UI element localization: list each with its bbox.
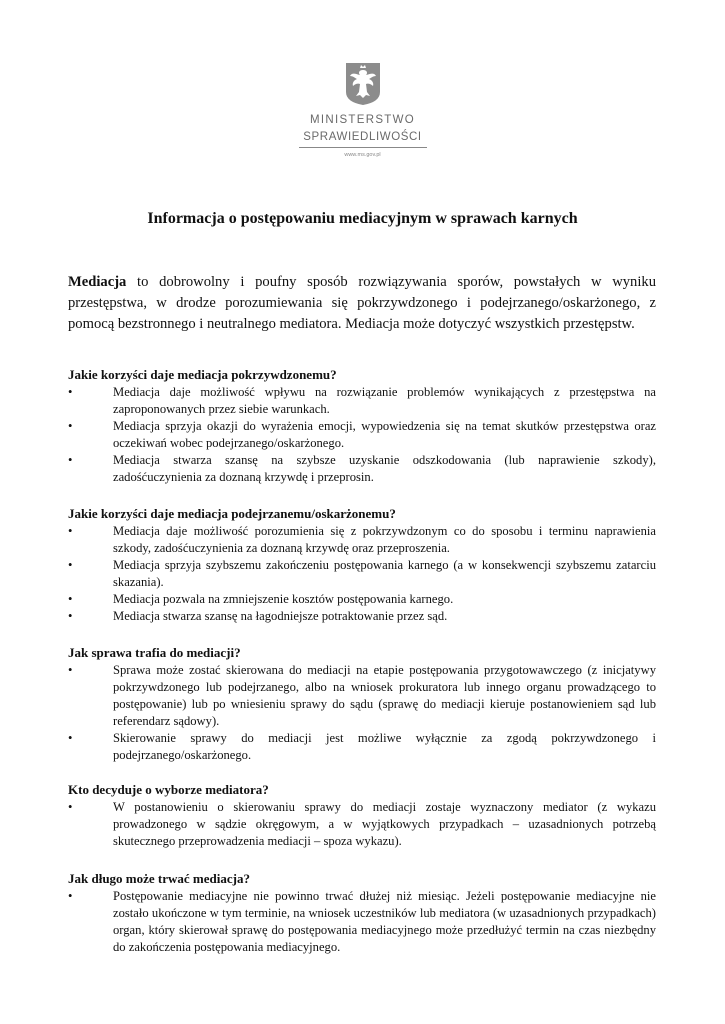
ministry-url: www.ms.gov.pl [344,152,381,158]
bullet-list [68,523,656,625]
bullet-icon: • [68,889,73,903]
ministry-name-line2: SPRAWIEDLIWOŚCI [303,131,422,143]
bullet-icon: • [68,663,73,677]
intro-text: to dobrowolny i poufny sposób rozwiązywania sporów, powstałych w wyniku przestępstwa, w drodze porozumiewania się pokrzywdzonego i podejrzanego/oskarżonego, z pomocą bezstronnego i neutralnego mediatora. Mediacja może dotyczyć wszystkich przestępstw. [68,274,656,332]
list-item-text: Mediacja daje możliwość wpływu na rozwiązanie problemów wynikających z przestępstwa na zaproponowanych przez siebie warunkach. [113,385,656,416]
list-item [68,662,656,730]
bullet-icon: • [68,419,73,433]
section-heading: Kto decyduje o wyborze mediatora? [68,782,269,797]
list-item [68,888,656,956]
section-heading: Jak sprawa trafia do mediacji? [68,645,241,660]
list-item [68,557,656,591]
list-item [68,452,656,486]
section-heading: Jakie korzyści daje mediacja pokrzywdzonemu? [68,367,337,382]
faq-section [68,505,656,625]
bullet-icon: • [68,558,73,572]
list-item-text: W postanowieniu o skierowaniu sprawy do mediacji zostaje wyznaczony mediator (z wykazu prowadzonego w sądzie okręgowym, a w wyjątkowych przypadkach – uzasadnionych potrzebą skutecznego przeprowadzenia mediacji – spoza wykazu). [113,800,656,848]
list-item [68,523,656,557]
list-item [68,418,656,452]
document-title: Informacja o postępowaniu mediacyjnym w sprawach karnych [147,210,578,227]
bullet-list [68,384,656,486]
list-item-text: Mediacja pozwala na zmniejszenie kosztów postępowania karnego. [113,592,454,606]
logo-divider [299,147,427,148]
list-item-text: Postępowanie mediacyjne nie powinno trwać dłużej niż miesiąc. Jeżeli postępowanie mediacyjne nie zostało ukończone w tym terminie, na wniosek uczestników lub mediatora (w uzasadnionych przypadkach) organ, który skierował sprawę do postępowania mediacyjnego może przedłużyć termin na czas niezbędny do zakończenia postępowania mediacyjnego. [113,889,656,954]
faq-section [68,366,656,486]
list-item-text: Skierowanie sprawy do mediacji jest możliwe wyłącznie za zgodą pokrzywdzonego i podejrzanego/oskarżonego. [113,731,656,762]
bullet-icon: • [68,385,73,399]
list-item-text: Mediacja stwarza szansę na szybsze uzyskanie odszkodowania (lub naprawienie szkody), zadośćuczynienia za doznaną krzywdę i przeprosin. [113,453,656,484]
intro-term: Mediacja [68,274,127,290]
list-item [68,608,656,625]
faq-section [68,644,656,764]
bullet-list [68,799,656,850]
intro-paragraph [68,272,656,335]
faq-section [68,781,656,850]
section-heading: Jak długo może trwać mediacja? [68,871,250,886]
bullet-icon: • [68,524,73,538]
faq-section [68,870,656,956]
bullet-icon: • [68,800,73,814]
list-item [68,591,656,608]
list-item-text: Mediacja daje możliwość porozumienia się z pokrzywdzonym co do sposobu i terminu naprawienia szkody, zadośćuczynienia za doznaną krzywdę oraz przeproszenia. [113,524,656,555]
list-item-text: Mediacja sprzyja okazji do wyrażenia emocji, wypowiedzenia się na temat skutków przestępstwa oraz oczekiwań wobec podejrzanego/oskarżonego. [113,419,656,450]
list-item [68,730,656,764]
bullet-list [68,662,656,764]
list-item [68,384,656,418]
section-heading: Jakie korzyści daje mediacja podejrzanemu/oskarżonemu? [68,506,396,521]
bullet-list [68,888,656,956]
list-item-text: Sprawa może zostać skierowana do mediacji na etapie postępowania przygotowawczego (z inicjatywy pokrzywdzonego lub podejrzanego, albo na wniosek prokuratora lub innego organu prowadzącego to postępowanie) lub po wniesieniu sprawy do sądu (sprawę do mediacji kieruje postanowieniem sąd lub referendarz sądowy). [113,663,656,728]
polish-eagle-emblem-icon [345,62,381,106]
ministry-name-line1: MINISTERSTWO [309,114,416,126]
ministry-logo [0,62,725,158]
list-item [68,799,656,850]
bullet-icon: • [68,731,73,745]
bullet-icon: • [68,453,73,467]
bullet-icon: • [68,592,73,606]
list-item-text: Mediacja sprzyja szybszemu zakończeniu postępowania karnego (a w konsekwencji szybszemu zatarciu skazania). [113,558,656,589]
bullet-icon: • [68,609,73,623]
list-item-text: Mediacja stwarza szansę na łagodniejsze potraktowanie przez sąd. [113,609,448,623]
